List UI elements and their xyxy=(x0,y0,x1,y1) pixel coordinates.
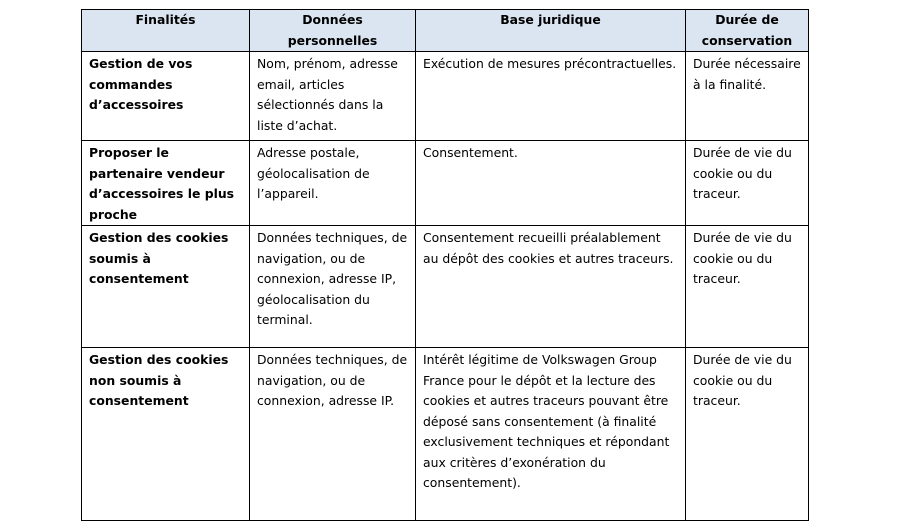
table-row xyxy=(82,141,809,226)
cell-finalite: Proposer le partenaire vendeur d’accessoires le plus proche xyxy=(82,141,250,226)
cell-finalite: Gestion des cookies soumis à consentement xyxy=(82,226,250,348)
table-row xyxy=(82,52,809,141)
cell-duree: Durée nécessaire à la finalité. xyxy=(686,52,809,141)
table-row xyxy=(82,348,809,521)
table-row xyxy=(82,226,809,348)
cell-donnees: Nom, prénom, adresse email, articles sélectionnés dans la liste d’achat. xyxy=(250,52,416,141)
header-base-juridique: Base juridique xyxy=(416,10,686,52)
cell-duree: Durée de vie du cookie ou du traceur. xyxy=(686,226,809,348)
cell-finalite: Gestion de vos commandes d’accessoires xyxy=(82,52,250,141)
cell-duree: Durée de vie du cookie ou du traceur. xyxy=(686,141,809,226)
cell-donnees: Données techniques, de navigation, ou de connexion, adresse IP. xyxy=(250,348,416,521)
header-duree-conservation: Durée de conservation xyxy=(686,10,809,52)
cell-finalite: Gestion des cookies non soumis à consentement xyxy=(82,348,250,521)
cell-donnees: Adresse postale, géolocalisation de l’appareil. xyxy=(250,141,416,226)
cell-base-juridique: Exécution de mesures précontractuelles. xyxy=(416,52,686,141)
cell-base-juridique: Consentement. xyxy=(416,141,686,226)
cell-base-juridique: Consentement recueilli préalablement au dépôt des cookies et autres traceurs. xyxy=(416,226,686,348)
cell-base-juridique: Intérêt légitime de Volkswagen Group France pour le dépôt et la lecture des cookies et autres traceurs pouvant être déposé sans consentement (à finalité exclusivement techniques et répondant aux critères d’exonération du consentement). xyxy=(416,348,686,521)
header-finalites: Finalités xyxy=(82,10,250,52)
data-processing-table xyxy=(81,9,809,521)
header-row xyxy=(82,10,809,52)
header-donnees-personnelles: Données personnelles xyxy=(250,10,416,52)
cell-duree: Durée de vie du cookie ou du traceur. xyxy=(686,348,809,521)
cell-donnees: Données techniques, de navigation, ou de connexion, adresse IP, géolocalisation du terminal. xyxy=(250,226,416,348)
